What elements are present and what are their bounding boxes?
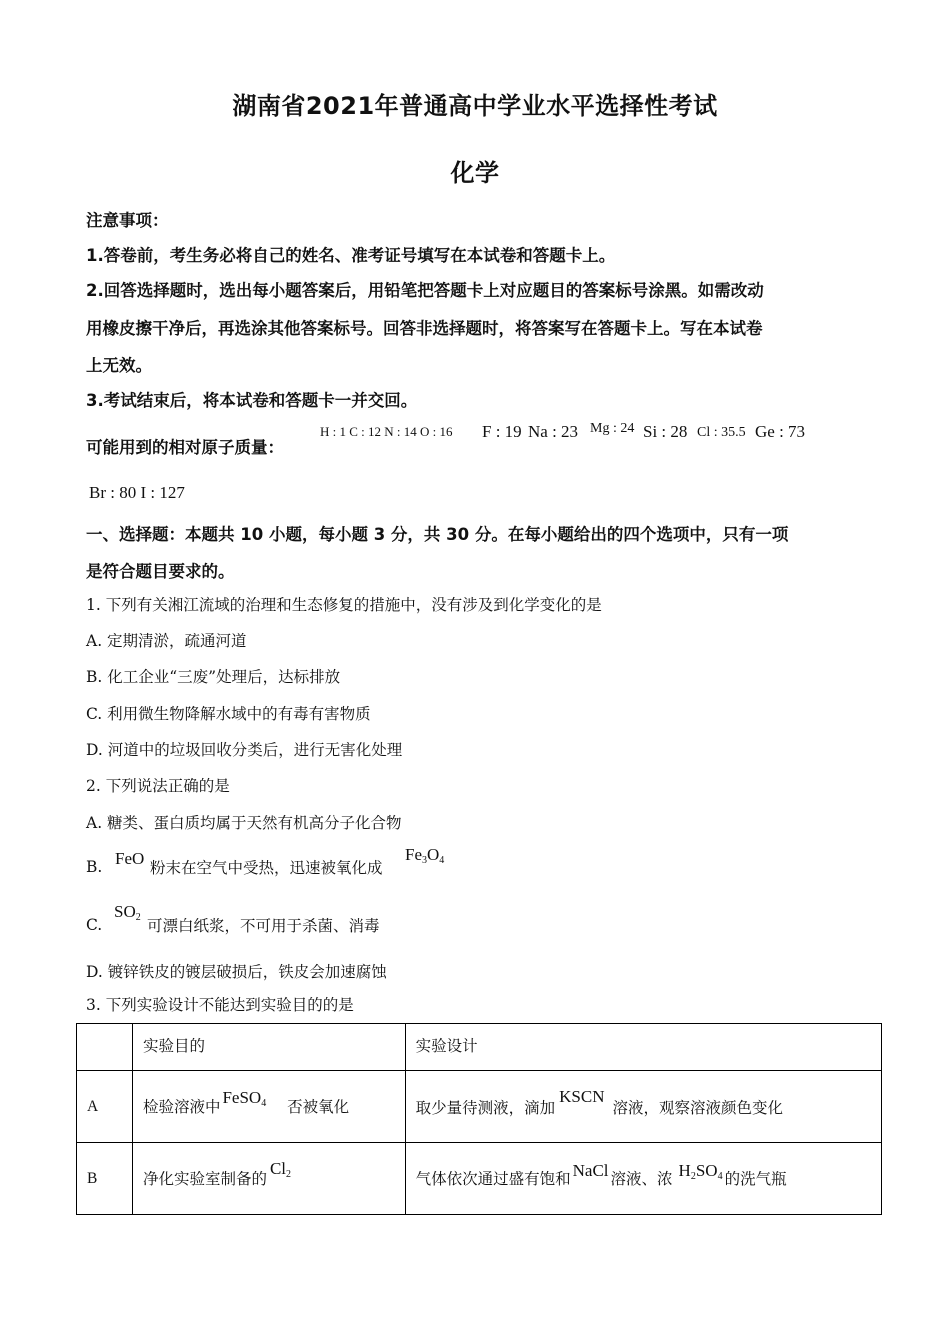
q1-option-b: B. 化工企业“三废”处理后，达标排放 (86, 668, 341, 686)
row-a-purpose-formula: FeSO$_4$ (222, 1088, 267, 1109)
q1-option-a: A. 定期清淤，疏通河道 (86, 632, 247, 650)
row-a-design-pre: 取少量待测液，滴加 (415, 1098, 556, 1117)
notice-item-1: 1.答卷前，考生务必将自己的姓名、准考证号填写在本试卷和答题卡上。 (86, 246, 616, 265)
row-b-design-formula: NaCl (572, 1161, 609, 1180)
atomic-mass-line-2: Br : 80 I : 127 (89, 483, 185, 502)
notice-heading: 注意事项： (86, 211, 169, 230)
exam-title: 湖南省2021年普通高中学业水平选择性考试 (232, 92, 718, 120)
atomic-mass-na: Na : 23 (528, 422, 579, 441)
table-row-b-purpose (132, 1143, 405, 1215)
section-1-line-2: 是符合题目要求的。 (86, 562, 235, 581)
atomic-mass-mg: Mg : 24 (590, 421, 635, 436)
q2-option-a: A. 糖类、蛋白质均属于天然有机高分子化合物 (86, 814, 402, 832)
row-b-design-formula-2: $H_2SO_4$ (678, 1161, 723, 1182)
q2-option-b-text: 粉末在空气中受热，迅速被氧化成 (150, 859, 383, 877)
q3-stem: 3. 下列实验设计不能达到实验目的的是 (86, 996, 354, 1014)
table-header-design: 实验设计 (405, 1024, 881, 1071)
q2-option-c-formula: $SO_2$ (114, 902, 141, 923)
table-row-a (77, 1071, 882, 1143)
table-header-row (77, 1024, 882, 1071)
table-row-a-purpose (132, 1071, 405, 1143)
table-row-b-design (405, 1143, 881, 1215)
notice-item-3: 3.考试结束后，将本试卷和答题卡一并交回。 (86, 391, 418, 410)
atomic-mass-label: 可能用到的相对原子质量： (86, 438, 284, 457)
q2-option-b-formula: FeO (115, 849, 145, 868)
table-row-key: B (77, 1143, 133, 1215)
q2-stem: 2. 下列说法正确的是 (86, 777, 230, 795)
row-a-design-formula: KSCN (559, 1086, 605, 1106)
row-b-design-post: 的洗气瓶 (724, 1170, 787, 1188)
notice-item-2-line-3: 上无效。 (86, 356, 152, 375)
atomic-mass-small: H : 1 C : 12 N : 14 O : 16 (320, 424, 453, 439)
row-a-purpose-pre: 检验溶液中 (142, 1098, 221, 1116)
atomic-mass-f: F : 19 (482, 422, 522, 441)
q1-stem: 1. 下列有关湘江流域的治理和生态修复的措施中，没有涉及到化学变化的是 (86, 596, 602, 614)
subject-title: 化学 (450, 159, 500, 187)
notice-item-2-line-1: 2.回答选择题时，选出每小题答案后，用铅笔把答题卡上对应题目的答案标号涂黑。如需改动 (86, 281, 764, 300)
atomic-mass-cl: Cl : 35.5 (697, 425, 746, 440)
row-b-purpose-formula: $Cl_2$ (269, 1159, 292, 1180)
notice-item-2-line-2: 用橡皮擦干净后，再选涂其他答案标号。回答非选择题时，将答案写在答题卡上。写在本试卷 (86, 319, 763, 338)
table-header-empty (77, 1024, 133, 1071)
q1-option-c: C. 利用微生物降解水域中的有毒有害物质 (86, 705, 371, 723)
table-header-purpose: 实验目的 (132, 1024, 405, 1071)
atomic-mass-ge: Ge : 73 (755, 422, 806, 441)
atomic-mass-si: Si : 28 (643, 422, 688, 441)
q2-option-b-label: B. (86, 858, 103, 876)
table-row-b (77, 1143, 882, 1215)
experiment-table (76, 1023, 882, 1215)
q2-option-d: D. 镀锌铁皮的镀层破损后，铁皮会加速腐蚀 (86, 963, 387, 981)
table-row-a-design (405, 1071, 881, 1143)
table-row-key: A (77, 1071, 133, 1143)
row-b-design-pre: 气体依次通过盛有饱和 (415, 1170, 571, 1188)
q1-option-d: D. 河道中的垃圾回收分类后，进行无害化处理 (86, 741, 403, 759)
row-b-design-mid: 溶液、浓 (610, 1170, 673, 1188)
q2-option-c-text: 可漂白纸浆，不可用于杀菌、消毒 (147, 917, 380, 935)
row-a-purpose-post: 否被氧化 (287, 1098, 350, 1116)
row-b-purpose-pre: 净化实验室制备的 (142, 1170, 267, 1188)
row-a-design-post: 溶液，观察溶液颜色变化 (612, 1098, 784, 1117)
q2-option-b-product: $Fe_3O_4$ (405, 845, 445, 866)
section-1-line-1: 一、选择题：本题共 10 小题，每小题 3 分，共 30 分。在每小题给出的四个选项中，只有一项 (86, 525, 789, 544)
q2-option-c-label: C. (86, 916, 103, 934)
